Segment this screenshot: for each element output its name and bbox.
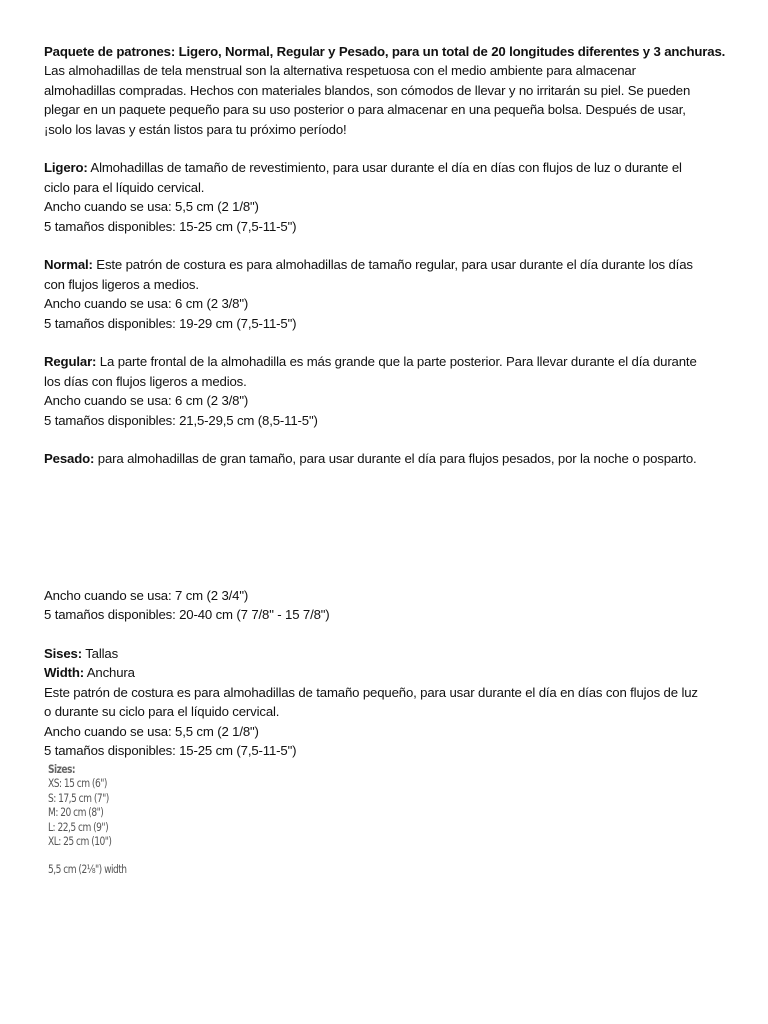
size-row-l: L: 22,5 cm (9") bbox=[48, 819, 109, 834]
ligero-description bbox=[44, 158, 734, 177]
ligero-text: Almohadillas de tamaño de revestimiento, para usar durante el día en días con flujos de luz o durante el bbox=[87, 160, 682, 176]
glossary-width bbox=[44, 663, 734, 682]
glossary-sises bbox=[44, 644, 734, 663]
ligero-description-cont: ciclo para el líquido cervical. bbox=[44, 179, 205, 195]
regular-description-cont: los días con flujos ligeros a medios. bbox=[44, 373, 247, 389]
intro-line: plegar en un paquete pequeño para su uso posterior o para almacenar en una pequeña bolsa. Después de usar, bbox=[44, 102, 686, 118]
regular-text: La parte frontal de la almohadilla es más grande que la parte posterior. Para llevar durante el día durante bbox=[96, 354, 697, 370]
pesado-description bbox=[44, 449, 734, 468]
glossary-line: o durante su ciclo para el líquido cervical. bbox=[44, 704, 280, 720]
intro-line: Las almohadillas de tela menstrual son la alternativa respetuosa con el medio ambiente para almacenar bbox=[44, 63, 636, 79]
size-row-xs: XS: 15 cm (6") bbox=[48, 776, 107, 791]
size-width-note: 5,5 cm (2⅛") width bbox=[48, 862, 127, 877]
glossary-width-line: Ancho cuando se usa: 5,5 cm (2 1/8") bbox=[44, 723, 259, 739]
normal-text: Este patrón de costura es para almohadillas de tamaño regular, para usar durante el día durante los días bbox=[92, 257, 693, 273]
normal-description-cont: con flujos ligeros a medios. bbox=[44, 276, 199, 292]
intro-line: almohadillas compradas. Hechos con materiales blandos, son cómodos de llevar y no irritarán su piel. Se pueden bbox=[44, 82, 691, 98]
sizes-chart-image bbox=[48, 762, 158, 888]
sises-label: Sises: bbox=[44, 646, 82, 662]
regular-width: Ancho cuando se usa: 6 cm (2 3/8") bbox=[44, 393, 249, 409]
normal-label: Normal: bbox=[44, 257, 93, 273]
document-page bbox=[44, 42, 734, 761]
size-row-s: S: 17,5 cm (7") bbox=[48, 790, 109, 805]
width-label: Width: bbox=[44, 665, 84, 681]
regular-sizes: 5 tamaños disponibles: 21,5-29,5 cm (8,5-11-5") bbox=[44, 412, 318, 428]
pesado-sizes: 5 tamaños disponibles: 20-40 cm (7 7/8" - 15 7/8") bbox=[44, 607, 330, 623]
sizes-image-title: Sizes: bbox=[48, 762, 76, 776]
sises-value: Tallas bbox=[81, 646, 119, 662]
pesado-label: Pesado: bbox=[44, 451, 95, 467]
size-row-xl: XL: 25 cm (10") bbox=[48, 834, 112, 849]
regular-label: Regular: bbox=[44, 354, 97, 370]
ligero-sizes: 5 tamaños disponibles: 15-25 cm (7,5-11-5") bbox=[44, 218, 297, 234]
intro-heading: Paquete de patrones: Ligero, Normal, Regular y Pesado, para un total de 20 longitudes diferentes y 3 anchuras. bbox=[44, 44, 726, 59]
pesado-width: Ancho cuando se usa: 7 cm (2 3/4") bbox=[44, 587, 249, 603]
width-value: Anchura bbox=[84, 665, 135, 681]
glossary-sizes-line: 5 tamaños disponibles: 15-25 cm (7,5-11-5") bbox=[44, 743, 297, 759]
ligero-label: Ligero: bbox=[44, 160, 88, 176]
size-row-m: M: 20 cm (8") bbox=[48, 805, 104, 820]
intro-line: ¡solo los lavas y están listos para tu próximo período! bbox=[44, 121, 347, 137]
ligero-width: Ancho cuando se usa: 5,5 cm (2 1/8") bbox=[44, 199, 259, 215]
normal-description bbox=[44, 255, 734, 274]
normal-sizes: 5 tamaños disponibles: 19-29 cm (7,5-11-5") bbox=[44, 315, 297, 331]
pesado-text: para almohadillas de gran tamaño, para usar durante el día para flujos pesados, por la noche o posparto. bbox=[94, 451, 697, 467]
normal-width: Ancho cuando se usa: 6 cm (2 3/8") bbox=[44, 296, 249, 312]
regular-description bbox=[44, 352, 734, 371]
glossary-line: Este patrón de costura es para almohadillas de tamaño pequeño, para usar durante el día en días con flujos de luz bbox=[44, 684, 698, 700]
